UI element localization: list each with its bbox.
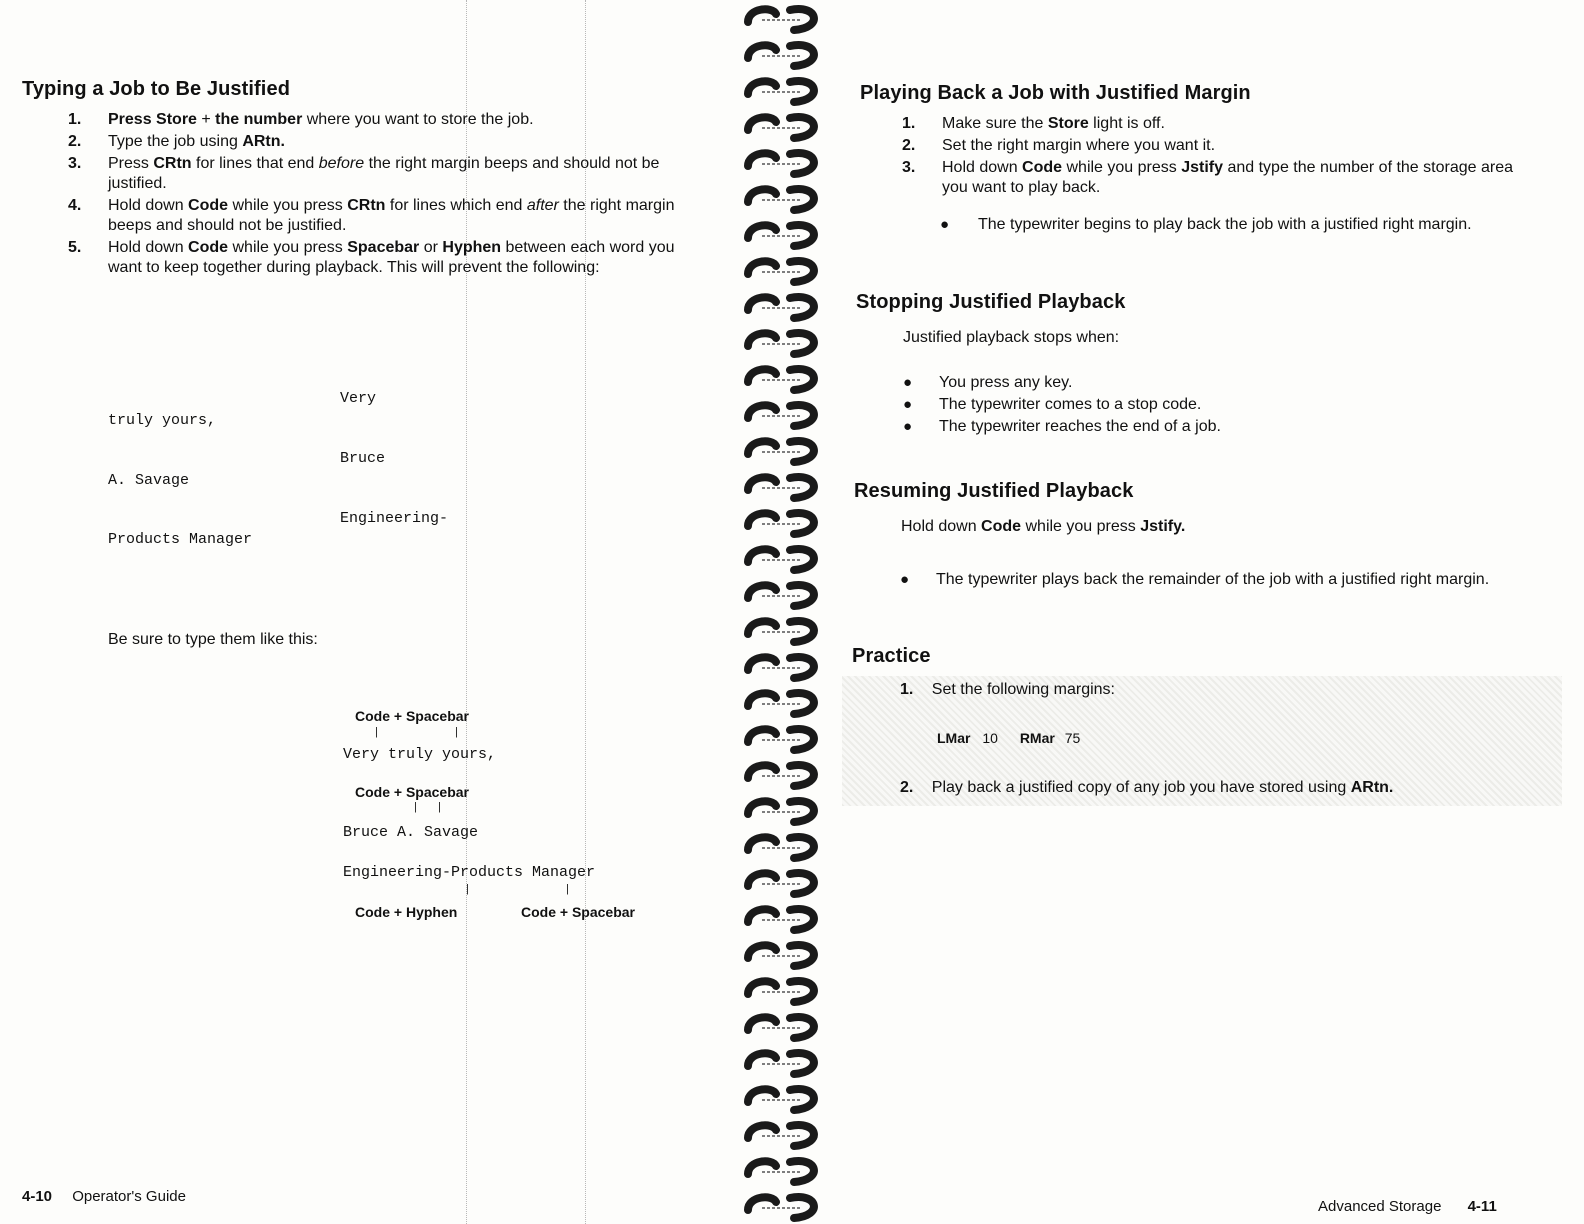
page-number: 4-10	[22, 1188, 53, 1205]
binding-ring	[748, 621, 814, 642]
binding-ring	[748, 225, 814, 246]
step-number: 4.	[68, 197, 82, 214]
steps-list	[68, 110, 698, 280]
binding-ring	[748, 1053, 814, 1074]
bullet-icon: ●	[903, 396, 913, 413]
bad-example-line: truly yours,	[108, 412, 217, 429]
binding-ring	[748, 693, 814, 714]
pointer-mark: |	[375, 726, 378, 738]
binding-ring	[748, 981, 814, 1002]
binding-ring	[748, 873, 814, 894]
spiral-binding	[732, 0, 832, 1224]
binding-ring	[748, 189, 814, 210]
footer-title: Operator's Guide	[72, 1188, 186, 1205]
bullet-icon: ●	[903, 418, 913, 435]
key-label: Code + Hyphen	[355, 904, 458, 920]
binding-ring	[748, 333, 814, 354]
binding-ring	[748, 297, 814, 318]
pointer-mark: |	[466, 883, 469, 895]
steps-list	[902, 114, 1542, 200]
bullet-item: ● The typewriter begins to play back the job with a justified right margin.	[940, 216, 1472, 233]
pointer-mark: |	[414, 801, 417, 813]
bullet-item: ● The typewriter comes to a stop code.	[903, 396, 1202, 413]
binding-ring	[748, 945, 814, 966]
step-item: 3. Hold down Code while you press Jstify and type the number of the storage area you want to play back.	[902, 159, 1513, 196]
step-item: 1. Make sure the Store light is off.	[902, 115, 1165, 132]
section-heading: Typing a Job to Be Justified	[22, 78, 291, 100]
bad-example-line: Bruce	[340, 450, 386, 467]
good-example-line: Engineering-Products Manager	[343, 864, 596, 881]
binding-ring	[748, 9, 814, 30]
binding-ring	[748, 1125, 814, 1146]
binding-ring	[748, 513, 814, 534]
binding-ring	[748, 369, 814, 390]
binding-ring	[748, 765, 814, 786]
bad-example-line: Products Manager	[108, 531, 253, 548]
intro-text: Justified playback stops when:	[903, 329, 1120, 346]
page-footer	[22, 1188, 186, 1205]
bullet-icon: ●	[940, 216, 950, 233]
bullet-icon: ●	[900, 571, 910, 588]
step-number: 5.	[68, 239, 82, 256]
bullet-icon: ●	[903, 374, 913, 391]
step-item: 2. Set the right margin where you want it.	[902, 137, 1216, 154]
key-label: Code + Spacebar	[355, 784, 469, 800]
binding-ring	[748, 585, 814, 606]
pointer-mark: |	[438, 801, 441, 813]
bullet-list	[903, 373, 1221, 439]
binding-ring	[748, 261, 814, 282]
section-heading: Playing Back a Job with Justified Margin	[860, 82, 1251, 104]
bad-example-line: Engineering-	[340, 510, 449, 527]
binding-ring	[748, 1089, 814, 1110]
margin-settings: LMar 10 RMar 75	[937, 730, 1081, 746]
binding-ring	[748, 549, 814, 570]
step-number: 3.	[902, 159, 916, 176]
binding-ring	[748, 801, 814, 822]
bad-example-line: A. Savage	[108, 472, 190, 489]
step-item: 2. Type the job using ARtn.	[68, 133, 285, 150]
bullet-item: ● You press any key.	[903, 374, 1073, 391]
key-label: Code + Spacebar	[355, 708, 469, 724]
binding-ring	[748, 1197, 814, 1218]
binding-ring	[748, 477, 814, 498]
be-sure-text: Be sure to type them like this:	[108, 631, 318, 648]
pointer-mark: |	[566, 883, 569, 895]
binding-ring	[748, 837, 814, 858]
footer-title: Advanced Storage	[1318, 1198, 1442, 1215]
step-item: 5. Hold down Code while you press Spacebar or Hyphen between each word you want to keep together during playback. This will prevent the following:	[68, 239, 675, 276]
good-example-line: Bruce A. Savage	[343, 824, 479, 841]
bullet-item: ● The typewriter reaches the end of a job.	[903, 418, 1221, 435]
section-heading: Practice	[852, 645, 931, 667]
binding-ring	[748, 405, 814, 426]
binding-ring	[748, 441, 814, 462]
step-item: 4. Hold down Code while you press CRtn for lines which end after the right margin beeps and should not be justified.	[68, 197, 675, 234]
intro-text: Hold down Code while you press Jstify.	[901, 518, 1186, 535]
pointer-mark: |	[455, 726, 458, 738]
step-item: 3. Press CRtn for lines that end before the right margin beeps and should not be justified.	[68, 155, 660, 192]
binding-ring	[748, 45, 814, 66]
practice-step: 1. Set the following margins:	[900, 681, 1115, 698]
page-footer	[1318, 1198, 1497, 1215]
binding-ring	[748, 729, 814, 750]
good-example-line: Very truly yours,	[343, 746, 497, 763]
step-number: 2.	[68, 133, 82, 150]
binding-ring	[748, 117, 814, 138]
key-label: Code + Spacebar	[521, 904, 635, 920]
binding-ring	[748, 909, 814, 930]
step-number: 1.	[902, 115, 916, 132]
practice-step: 2. Play back a justified copy of any job you have stored using ARtn.	[900, 779, 1394, 796]
step-number: 1.	[68, 111, 82, 128]
binding-ring	[748, 81, 814, 102]
binding-ring	[748, 153, 814, 174]
page-number: 4-11	[1467, 1198, 1497, 1215]
step-number: 2.	[902, 137, 916, 154]
step-item: 1. Press Store + the number where you want to store the job.	[68, 111, 534, 128]
section-heading: Stopping Justified Playback	[856, 291, 1126, 313]
step-number: 3.	[68, 155, 82, 172]
binding-ring	[748, 657, 814, 678]
bullet-item: ● The typewriter plays back the remainder of the job with a justified right margin.	[900, 571, 1490, 588]
binding-ring	[748, 1161, 814, 1182]
section-heading: Resuming Justified Playback	[854, 480, 1134, 502]
binding-ring	[748, 1017, 814, 1038]
bad-example-line: Very	[340, 390, 377, 407]
